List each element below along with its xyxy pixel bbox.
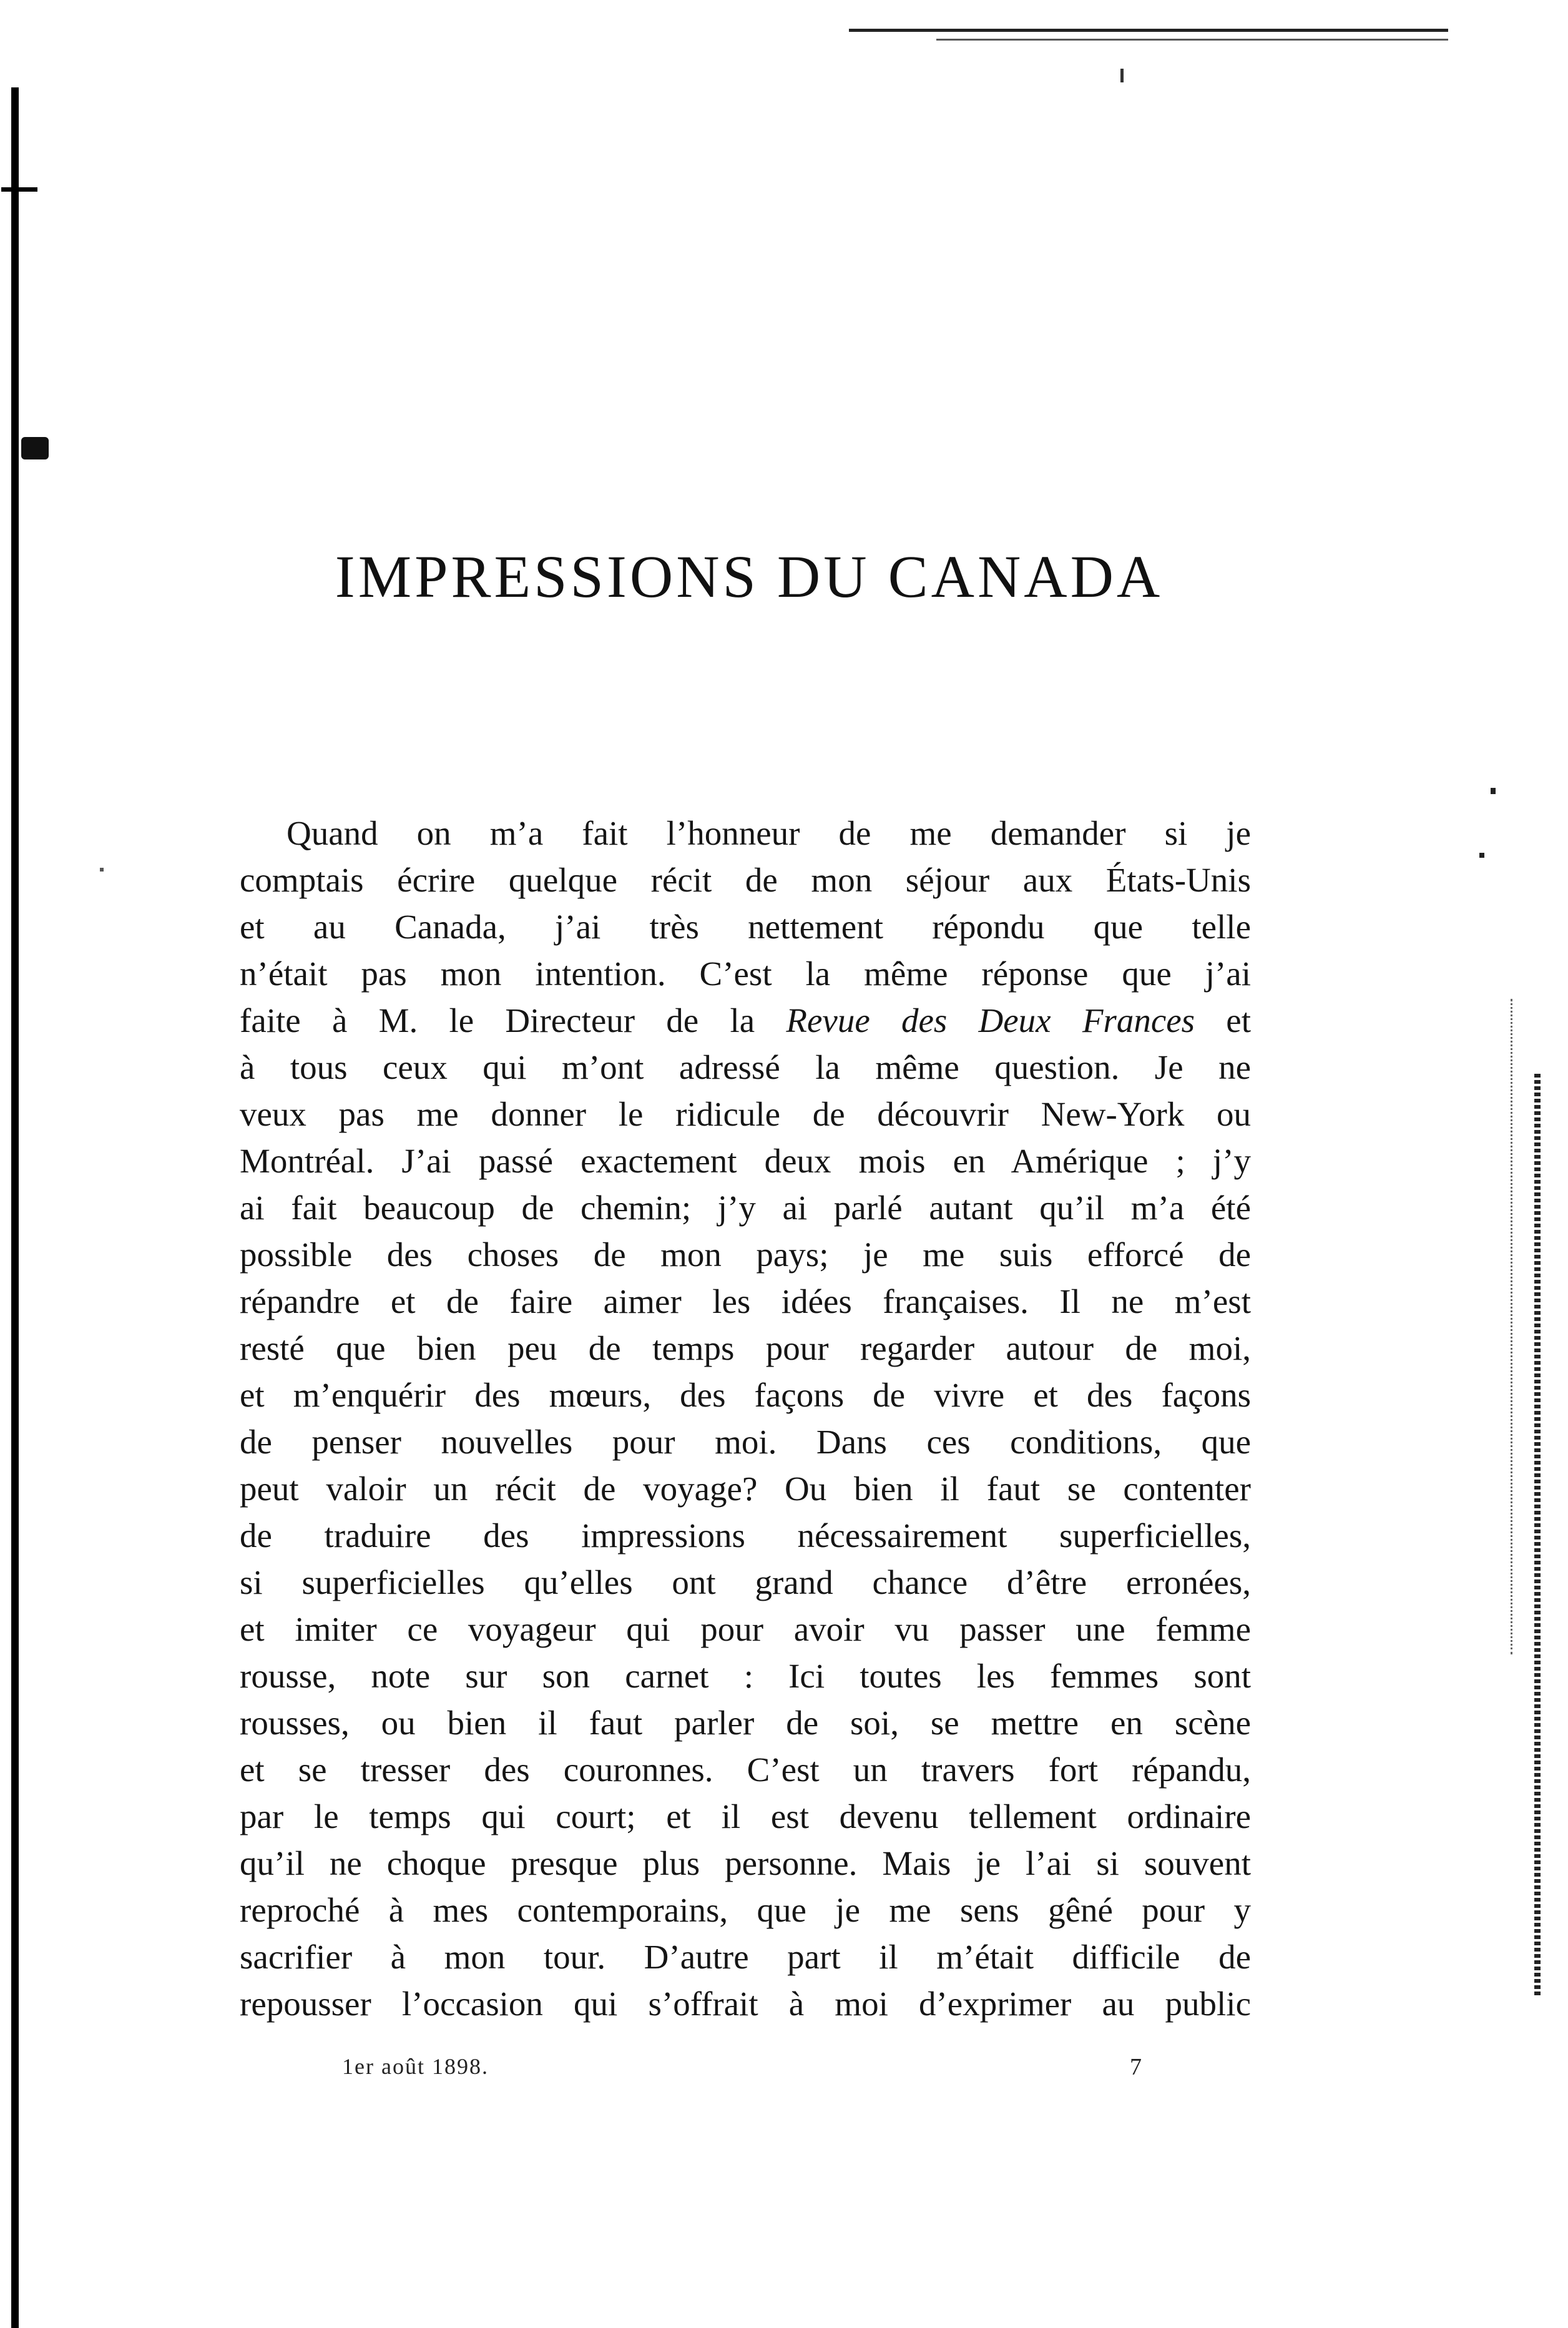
text-line: rousses, ou bien il faut parler de soi, se mettre en scène <box>240 1704 1251 1742</box>
stray-mark <box>100 868 104 872</box>
text-line: qu’il ne choque presque plus personne. Mais je l’ai si souvent <box>240 1844 1251 1882</box>
text-line: n’était pas mon intention. C’est la même réponse que j’ai <box>240 955 1251 993</box>
text-line: possible des choses de mon pays; je me suis efforcé de <box>240 1235 1251 1274</box>
text-line: et imiter ce voyageur qui pour avoir vu passer une femme <box>240 1610 1251 1648</box>
footer-signature-date: 1er août 1898. <box>342 2054 489 2079</box>
text-line: reproché à mes contemporains, que je me sens gêné pour y <box>240 1891 1251 1929</box>
text-line: ai fait beaucoup de chemin; j’y ai parlé autant qu’il m’a été <box>240 1189 1251 1227</box>
stray-mark <box>1479 853 1484 858</box>
text-line: rousse, note sur son carnet : Ici toutes les femmes sont <box>240 1657 1251 1695</box>
stray-mark <box>1491 788 1496 794</box>
text-line: par le temps qui court; et il est devenu tellement ordinaire <box>240 1797 1251 1835</box>
footer-sheet-number: 7 <box>1130 2054 1142 2080</box>
body-paragraph <box>240 810 1251 2027</box>
text-line: Montréal. J’ai passé exactement deux mois en Amérique ; j’y <box>240 1142 1251 1180</box>
text-line: veux pas me donner le ridicule de découvrir New-York ou <box>240 1095 1251 1133</box>
text-line: de traduire des impressions nécessairement superficielles, <box>240 1516 1251 1554</box>
binding-tick-mark <box>1 187 37 192</box>
text-fragment: et <box>1195 1001 1251 1039</box>
text-line: sacrifier à mon tour. D’autre part il m’était difficile de <box>240 1938 1251 1976</box>
text-line: et m’enquérir des mœurs, des façons de vivre et des façons <box>240 1376 1251 1414</box>
top-edge-rule <box>849 29 1448 32</box>
text-line: resté que bien peu de temps pour regarder autour de moi, <box>240 1329 1251 1367</box>
page-title: IMPRESSIONS DU CANADA <box>335 543 1164 610</box>
binding-ink-blot <box>21 437 49 459</box>
text-line: et au Canada, j’ai très nettement répondu que telle <box>240 908 1251 946</box>
top-edge-rule-secondary <box>936 39 1448 41</box>
top-edge-mark <box>1120 69 1124 82</box>
text-line-with-journal-title <box>240 997 1251 1044</box>
text-line: à tous ceux qui m’ont adressé la même question. Je ne <box>240 1048 1251 1086</box>
text-line: Quand on m’a fait l’honneur de me demander si je <box>287 814 1251 852</box>
text-line: et se tresser des couronnes. C’est un travers fort répandu, <box>240 1751 1251 1789</box>
right-edge-dots <box>1511 999 1514 1654</box>
text-line: de penser nouvelles pour moi. Dans ces conditions, que <box>240 1423 1251 1461</box>
text-line: comptais écrire quelque récit de mon séjour aux États-Unis <box>240 861 1251 899</box>
right-edge-shadow <box>1534 1074 1541 1998</box>
journal-title: Revue des Deux Frances <box>786 1001 1195 1039</box>
binding-edge-shadow <box>11 87 19 2328</box>
text-fragment: faite à M. le Directeur de la <box>240 1001 786 1039</box>
text-line: peut valoir un récit de voyage? Ou bien il faut se contenter <box>240 1470 1251 1508</box>
text-line: si superficielles qu’elles ont grand chance d’être erronées, <box>240 1563 1251 1601</box>
text-line: répandre et de faire aimer les idées françaises. Il ne m’est <box>240 1282 1251 1320</box>
text-line: repousser l’occasion qui s’offrait à moi d’exprimer au public <box>240 1985 1251 2023</box>
